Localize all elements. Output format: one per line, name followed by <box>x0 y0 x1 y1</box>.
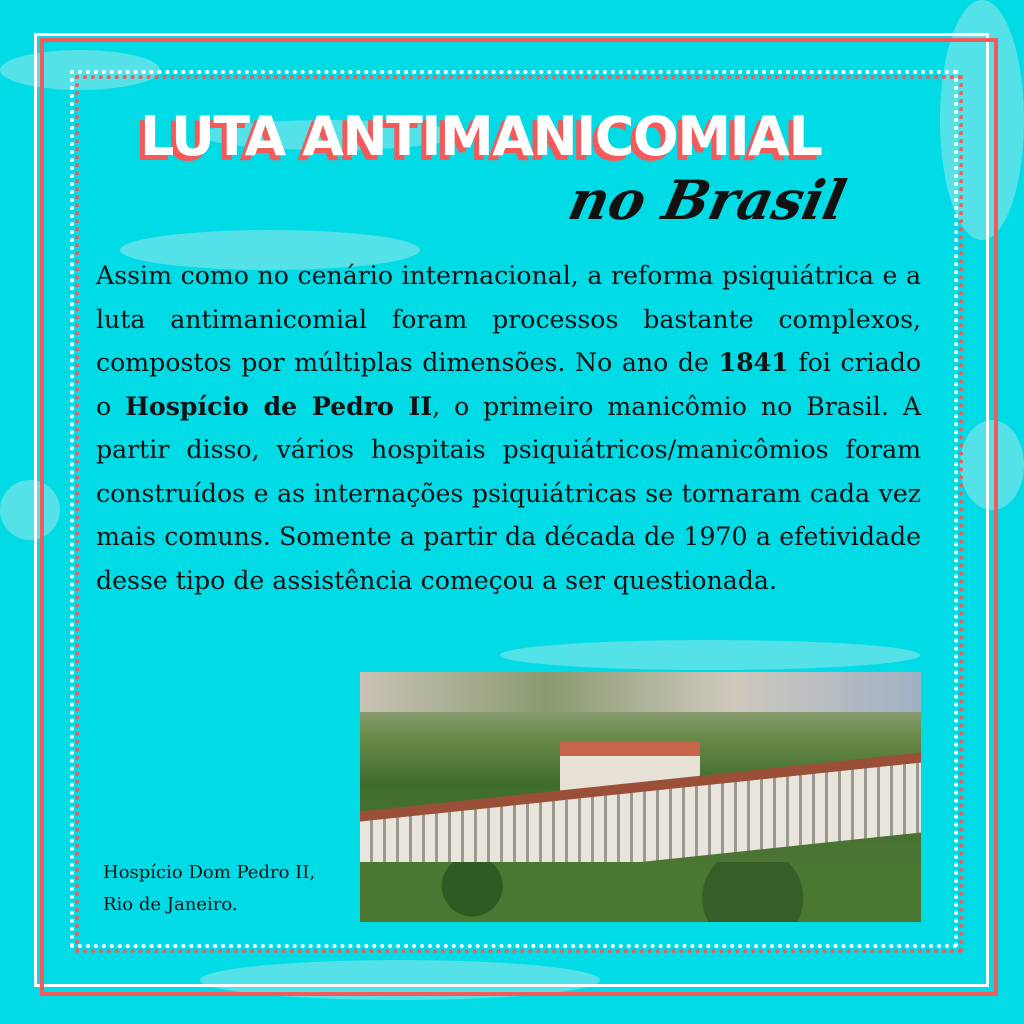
body-text <box>96 254 921 602</box>
page-subtitle: no Brasil <box>563 168 852 232</box>
page-title: LUTA ANTIMANICOMIAL <box>140 105 822 168</box>
photo-city-background <box>360 672 921 712</box>
photo-caption <box>103 857 315 921</box>
body-segment: Assim como no cenário internacional, a reforma psiquiátrica e a luta antimanicomial foram processos bastante complexos, compostos por múltiplas dimensões. No ano de <box>96 261 921 377</box>
hospice-photo <box>360 672 921 922</box>
body-segment: , o primeiro manicômio no Brasil. A partir disso, vários hospitais psiquiátricos/manicômios foram construídos e as internações psiquiátricas se tornaram cada vez mais comuns. Somente a partir da década de 1970 a efetividade desse tipo de assistência começou a ser questionada. <box>96 391 922 595</box>
caption-line-2: Rio de Janeiro. <box>103 894 238 915</box>
caption-line-1: Hospício Dom Pedro II, <box>103 862 316 883</box>
photo-trees <box>360 862 921 922</box>
body-segment-bold-year: 1841 <box>718 347 789 377</box>
body-segment-bold-hospice: Hospício de Pedro II <box>125 390 433 421</box>
body-segment: foi criado o <box>96 348 922 421</box>
